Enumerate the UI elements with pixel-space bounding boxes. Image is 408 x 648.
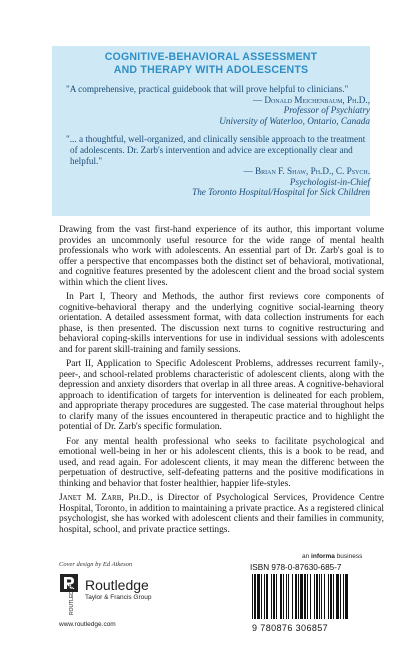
barcode-digits: 9 780876 306857 <box>252 623 329 633</box>
barcode-bar <box>288 574 289 619</box>
quote-2-institution: The Toronto Hospital/Hospital for Sick Children <box>192 187 370 198</box>
paragraph-4: For any mental health professional who seeks to facilitate psychological and emotional well-being in her or his adolescent clients, this is a book to be read, and used, and read again. For adolescent clients, it may mean the differenc between the perpetuation of destructive, self-defeating patterns and the positive modifications in thinking and behavior that foster healthier, happier life-styles. <box>59 436 384 489</box>
title-line-2: AND THERAPY WITH ADOLESCENTS <box>113 64 309 76</box>
barcode-bar <box>300 574 303 619</box>
barcode-bar <box>314 574 315 619</box>
barcode-bar <box>330 574 332 619</box>
barcode-bar <box>283 574 284 619</box>
barcode-bar <box>266 574 268 619</box>
barcode-bar <box>304 574 306 619</box>
publisher-group: Taylor & Francis Group <box>85 594 152 601</box>
book-title <box>52 51 370 77</box>
barcode-bar <box>264 574 265 619</box>
barcode-bar <box>252 574 253 619</box>
barcode-bar <box>316 574 318 619</box>
paragraph-2: In Part I, Theory and Methods, the author first reviews core components of cognitive-behavioral therapy and the underlying cognitive social-learning theory orientation. A detailed assessment format, with data collection instruments for each phase, is then presented. The discussion next turns to cognitive restructuring and behavioral coping-skills interventions for use in individual sessions with adolescents and for parent skill-training and family sessions. <box>59 292 384 355</box>
paragraph-1: Drawing from the vast first-hand experience of its author, this important volume provides an uncommonly useful resource for the wide range of mental health professionals who work with adolescents. An essential part of Dr. Zarb's goal is to offer a perspective that encompasses both the distinct set of behavioral, motivational, and cognitive features presented by the adolescent client and the broad social system within which the client lives. <box>59 225 384 288</box>
barcode-bar <box>324 574 325 619</box>
barcode-bar <box>280 574 282 619</box>
barcode-bar <box>276 574 277 619</box>
barcode-bar <box>292 574 293 619</box>
barcode-bar <box>295 574 297 619</box>
logo-text: ROUTLEDGE <box>69 583 75 615</box>
informa-line: an informa business <box>302 553 363 560</box>
quote-2-text: "... a thoughtful, well-organized, and clinically sensible approach to the treatment of adolescents. Dr. Zarb's intervention and advice are exceptionally clear and helpful." <box>66 134 366 166</box>
author-bio <box>59 493 384 535</box>
barcode-bar <box>310 574 311 619</box>
quote-1-role: Professor of Psychiatry <box>283 105 370 116</box>
barcode-bar <box>319 574 320 619</box>
barcode-bar <box>273 574 275 619</box>
barcode-bar <box>345 574 348 619</box>
barcode-bar <box>336 574 339 619</box>
publisher-url: www.routledge.com <box>59 621 116 628</box>
barcode-bar <box>261 574 262 619</box>
barcode-bar <box>343 574 344 619</box>
paragraph-3: Part II, Application to Specific Adolescent Problems, addresses recurrent family-, peer-, and school-related problems characteristic of adolescent clients, along with the depression and anxiety disorders that overlap in all three areas. A cognitive-behavioral approach to identification of targets for intervention is delineated for each problem, and appropriate therapy procedures are suggested. The case material throughout helps to clarify many of the issues encountered in therapeutic practice and to highlight the potential of Dr. Zarb's specific formulation. <box>59 359 384 432</box>
quote-1-institution: University of Waterloo, Ontario, Canada <box>219 115 370 126</box>
barcode-bar <box>340 574 341 619</box>
quote-2-role: Psychologist-in-Chief <box>289 176 370 187</box>
barcode-bar <box>254 574 256 619</box>
isbn: ISBN 978-0-87630-685-7 <box>250 563 342 572</box>
barcode-bar <box>286 574 287 619</box>
barcode-bar <box>333 574 334 619</box>
quote-1-author: — Donald Meichenbaum, Ph.D., <box>252 94 370 105</box>
publisher-name: Routledge <box>85 577 149 593</box>
description <box>59 225 384 539</box>
quote-1 <box>66 84 370 126</box>
quote-2 <box>66 134 370 198</box>
barcode-bar <box>328 574 329 619</box>
barcode-bar <box>307 574 308 619</box>
isbn-barcode <box>250 574 352 619</box>
quote-1-text: "A comprehensive, practical guidebook that will prove helpful to clinicians." <box>66 84 349 94</box>
barcode-bar <box>321 574 322 619</box>
title-line-1: COGNITIVE-BEHAVIORAL ASSESSMENT <box>104 51 318 63</box>
author-name: Janet M. Zarb, Ph.D., <box>59 493 153 503</box>
barcode-bar <box>271 574 272 619</box>
cover-design-credit: Cover design by Ed Atkeson <box>59 561 133 568</box>
quote-2-author: — Brian F. Shaw, Ph.D., C. Psych. <box>243 166 370 177</box>
author-bio-text: is Director of Psychological Services, Providence Centre Hospital, Toronto, in addition to maintaining a private practice. As a registered clinical psychologist, she has worked with adolescent clients and their families in community, hospital, school, and private practice settings. <box>59 493 384 535</box>
routledge-logo-icon <box>60 574 78 618</box>
barcode-bar <box>298 574 299 619</box>
barcode-bar <box>257 574 260 619</box>
endorsements <box>66 84 370 198</box>
